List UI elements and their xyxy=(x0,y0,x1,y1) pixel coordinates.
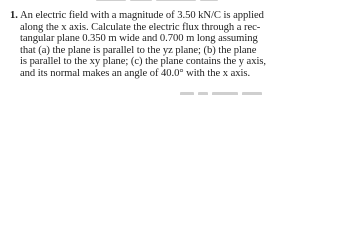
cropped-text-fragment-bottom xyxy=(180,91,270,95)
problem-line: An electric field with a magnitude of 3.50 kN/C is applied xyxy=(20,10,264,21)
problem-line: tangular plane 0.350 m wide and 0.700 m long assuming xyxy=(20,33,258,45)
problem-text xyxy=(20,10,345,80)
textbook-page xyxy=(0,0,351,95)
problem-line: along the x axis. Calculate the electric flux through a rec- xyxy=(20,21,261,33)
problem-line: is parallel to the xy plane; (c) the plane contains the y axis, xyxy=(20,56,267,68)
problem-number: 1. xyxy=(10,10,18,21)
problem-line: that (a) the plane is parallel to the yz plane; (b) the plane xyxy=(20,44,257,56)
problem-line: and its normal makes an angle of 40.0° with the x axis. xyxy=(20,67,251,79)
cropped-text-fragment-top xyxy=(0,0,351,3)
